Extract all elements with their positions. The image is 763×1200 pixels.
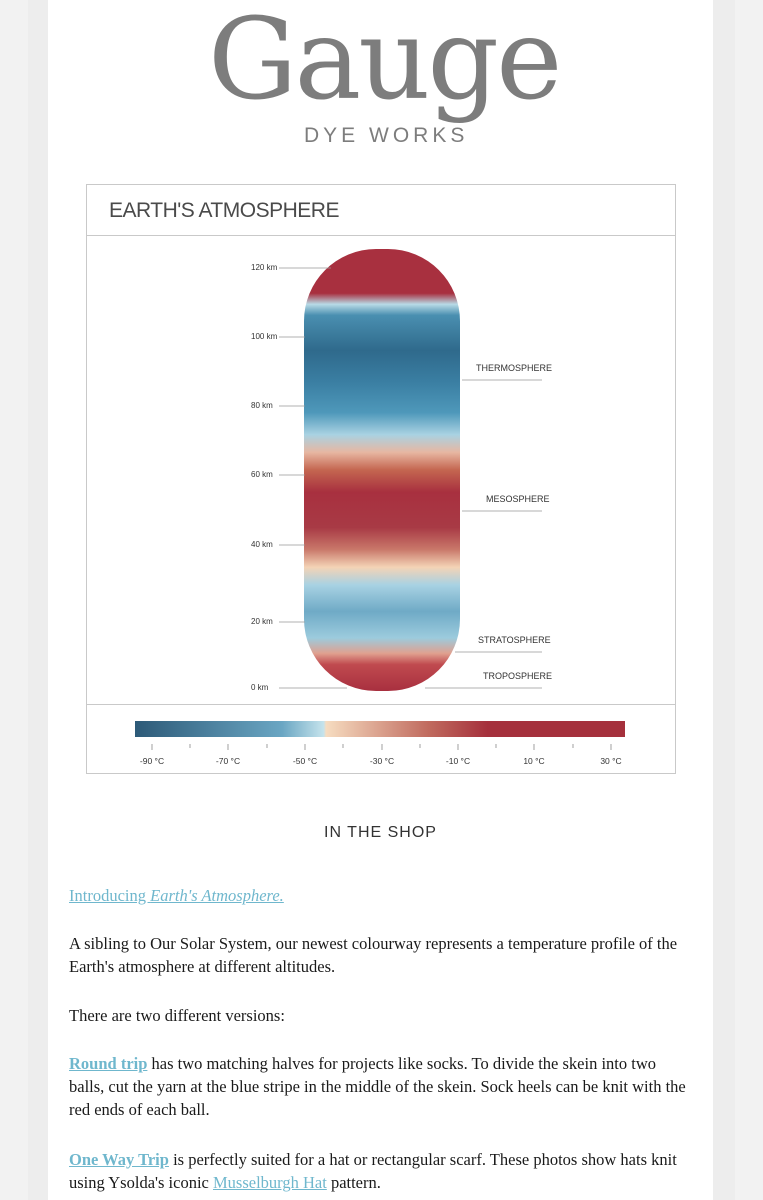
temperature-tick: -70 °C <box>215 756 241 766</box>
musselburgh-hat-link[interactable]: Musselburgh Hat <box>212 1173 327 1192</box>
one-way-text: is perfectly suited for a hat or rectangular scarf. These photos show hats knit using Ysolda's iconic <box>69 1150 677 1192</box>
one-way-trip-link[interactable]: One Way Trip <box>69 1150 169 1169</box>
altitude-label: 120 km <box>251 263 278 272</box>
layer-label-troposphere: TROPOSPHERE <box>483 671 553 681</box>
altitude-label: 80 km <box>251 401 273 410</box>
layer-label-thermosphere: THERMOSPHERE <box>476 363 553 373</box>
temperature-tick: -50 °C <box>292 756 318 766</box>
round-trip-text: has two matching halves for projects like socks. To divide the skein into two balls, cut the yarn at the blue stripe in the middle of the skein. Sock heels can be knit with the red ends of each ball. <box>69 1054 686 1119</box>
intro-paragraph <box>69 884 689 907</box>
one-way-paragraph <box>69 1148 689 1194</box>
versions-intro: There are two different versions: <box>69 1006 285 1025</box>
sock-illustration <box>87 185 675 773</box>
infographic-title: EARTH'S ATMOSPHERE <box>109 199 339 222</box>
temperature-tick: -10 °C <box>445 756 471 766</box>
description-paragraph: A sibling to Our Solar System, our newest colourway represents a temperature profile of the Earth's atmosphere at different altitudes. <box>69 934 678 976</box>
round-trip-paragraph <box>69 1052 689 1121</box>
logo-tagline: DYE WORKS <box>304 124 469 147</box>
logo-wordmark: Gauge <box>208 0 560 125</box>
shop-heading: IN THE SHOP <box>324 824 437 841</box>
one-way-text-end: pattern. <box>326 1173 381 1192</box>
altitude-label: 20 km <box>251 617 273 626</box>
altitude-label: 100 km <box>251 332 278 341</box>
email-body <box>48 0 713 1200</box>
layer-label-stratosphere: STRATOSPHERE <box>478 635 551 645</box>
altitude-label: 60 km <box>251 470 273 479</box>
intro-link[interactable]: Introducing Earth's Atmosphere. <box>69 886 284 905</box>
atmosphere-infographic <box>86 184 676 774</box>
temperature-tick: 10 °C <box>523 756 545 766</box>
brand-logo[interactable] <box>48 0 713 156</box>
temperature-tick: -90 °C <box>139 756 165 766</box>
altitude-label: 40 km <box>251 540 273 549</box>
sock-shape <box>304 249 460 691</box>
temperature-tick: -30 °C <box>369 756 395 766</box>
altitude-label: 0 km <box>251 683 269 692</box>
temperature-tick: 30 °C <box>600 756 622 766</box>
layer-label-mesosphere: MESOSPHERE <box>486 494 550 504</box>
round-trip-link[interactable]: Round trip <box>69 1054 148 1073</box>
